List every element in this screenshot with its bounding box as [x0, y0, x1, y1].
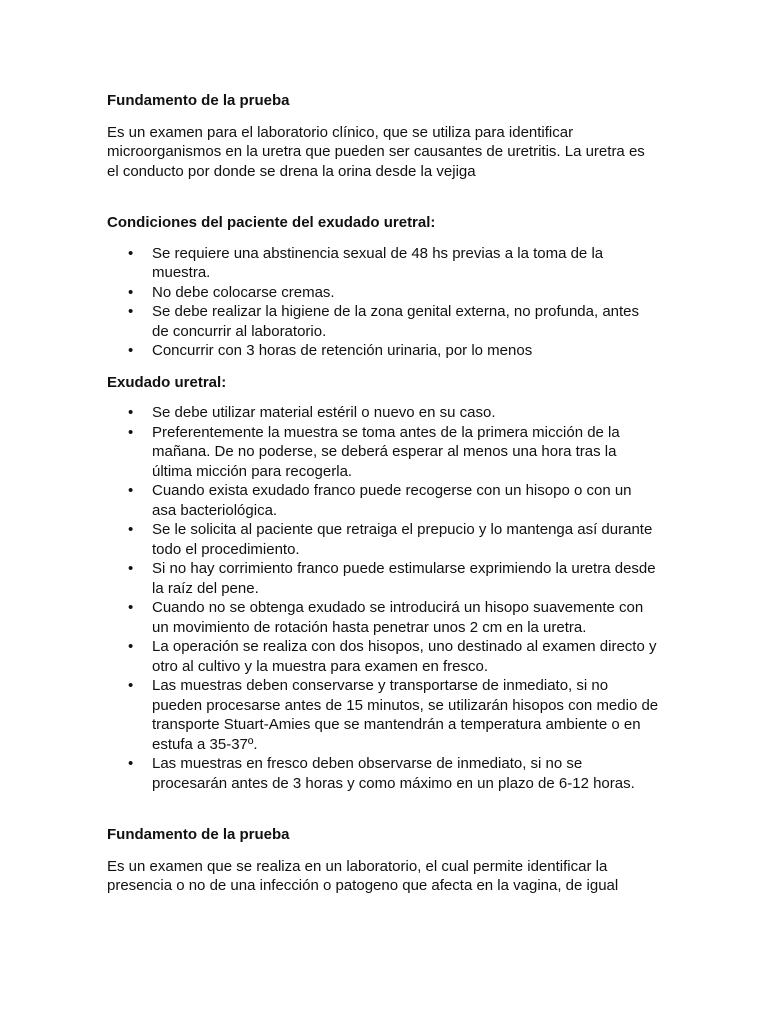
bullet-icon: • [128, 482, 134, 499]
list-item [107, 302, 667, 341]
list-item [107, 423, 667, 482]
text-line: Si no hay corrimiento franco puede estimularse exprimiendo la uretra desde [152, 560, 656, 577]
text-line: última micción para recogerla. [152, 462, 353, 480]
bullet-icon: • [128, 677, 134, 694]
bullet-list [107, 403, 667, 793]
bullet-icon: • [128, 599, 134, 616]
bullet-icon: • [128, 303, 134, 320]
list-item [107, 283, 667, 303]
bullet-list [107, 244, 667, 361]
bullet-icon: • [128, 521, 134, 538]
bullet-icon: • [128, 423, 134, 441]
text-line: La operación se realiza con dos hisopos, uno destinado al examen directo y [152, 638, 657, 655]
text-line: Se le solicita al paciente que retraiga el prepucio y lo mantenga así durante [152, 521, 653, 538]
bullet-icon: • [128, 342, 134, 359]
text-line: pueden procesarse antes de 15 minutos, se utilizarán hisopos con medio de [152, 696, 659, 714]
text-line: transporte Stuart-Amies que se mantendrán a temperatura ambiente o en [152, 716, 641, 733]
document-page [107, 91, 667, 896]
text-line: todo el procedimiento. [152, 540, 300, 558]
text-line: Preferentemente la muestra se toma antes de la primera micción de la [152, 423, 620, 441]
text-line: el conducto por donde se drena la orina desde la vejiga [107, 162, 476, 180]
text-line: Las muestras deben conservarse y transportarse de inmediato, si no [152, 677, 609, 694]
list-item [107, 676, 667, 754]
text-line: Es un examen para el laboratorio clínico, que se utiliza para identificar [107, 123, 574, 141]
text-line: estufa a 35-37º. [152, 735, 258, 753]
list-item [107, 244, 667, 283]
list-item [107, 637, 667, 676]
section-heading: Exudado uretral: [107, 373, 227, 391]
bullet-icon: • [128, 755, 134, 772]
paragraph [107, 857, 667, 896]
text-line: Las muestras en fresco deben observarse de inmediato, si no se [152, 755, 583, 772]
text-line: procesarán antes de 3 horas y como máximo en un plazo de 6-12 horas. [152, 774, 635, 792]
section-heading: Fundamento de la prueba [107, 826, 290, 843]
text-line: Cuando no se obtenga exudado se introducirá un hisopo suavemente con [152, 599, 644, 616]
text-line: muestra. [152, 264, 211, 281]
text-line: la raíz del pene. [152, 579, 259, 597]
text-line: Es un examen que se realiza en un laboratorio, el cual permite identificar la [107, 857, 608, 875]
text-line: No debe colocarse cremas. [152, 283, 335, 301]
bullet-icon: • [128, 404, 134, 421]
text-line: Se requiere una abstinencia sexual de 48 hs previas a la toma de la [152, 244, 604, 262]
text-line: otro al cultivo y la muestra para examen en fresco. [152, 657, 488, 675]
section-heading: Fundamento de la prueba [107, 92, 290, 109]
text-line: un movimiento de rotación hasta penetrar unos 2 cm en la uretra. [152, 618, 587, 636]
text-line: presencia o no de una infección o patogeno que afecta en la vagina, de igual [107, 877, 619, 894]
section-heading: Condiciones del paciente del exudado uretral: [107, 214, 436, 231]
text-line: mañana. De no poderse, se deberá esperar al menos una hora tras la [152, 443, 617, 460]
list-item [107, 598, 667, 637]
text-line: Concurrir con 3 horas de retención urinaria, por lo menos [152, 342, 533, 359]
text-line: de concurrir al laboratorio. [152, 322, 327, 340]
bullet-icon: • [128, 283, 134, 301]
text-line: asa bacteriológica. [152, 501, 278, 519]
list-item [107, 403, 667, 423]
text-line: microorganismos en la uretra que pueden ser causantes de uretritis. La uretra es [107, 143, 645, 160]
text-line: Se debe realizar la higiene de la zona genital externa, no profunda, antes [152, 303, 640, 320]
text-line: Cuando exista exudado franco puede recogerse con un hisopo o con un [152, 482, 632, 499]
bullet-icon: • [128, 638, 134, 655]
list-item [107, 341, 667, 361]
text-line: Se debe utilizar material estéril o nuevo en su caso. [152, 404, 496, 421]
list-item [107, 559, 667, 598]
list-item [107, 520, 667, 559]
paragraph [107, 123, 667, 182]
list-item [107, 481, 667, 520]
bullet-icon: • [128, 560, 134, 577]
list-item [107, 754, 667, 793]
bullet-icon: • [128, 244, 134, 262]
